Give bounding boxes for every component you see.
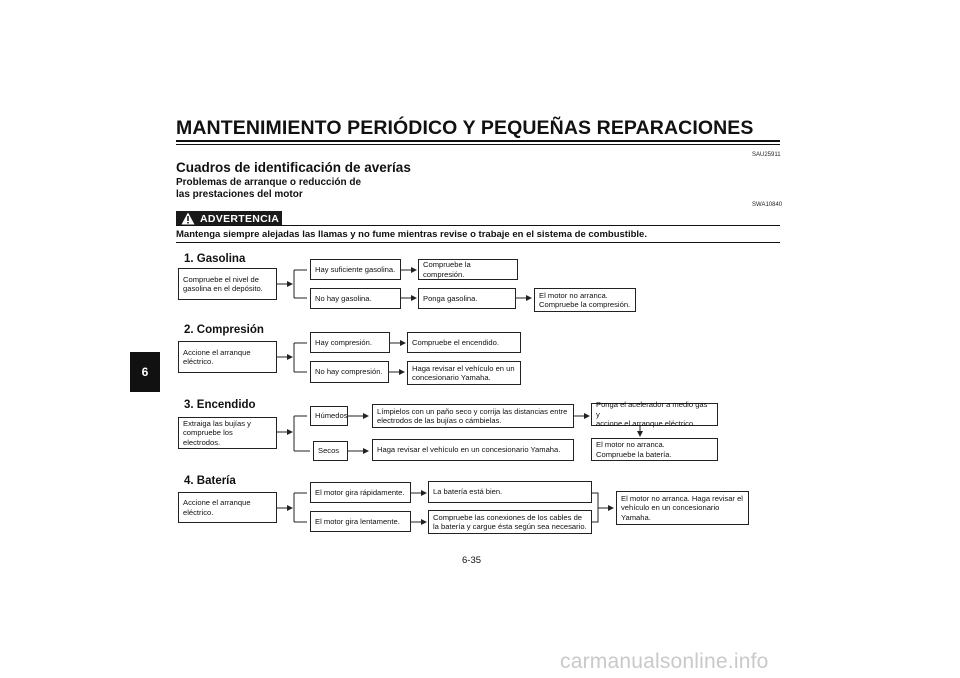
bateria-result-box (616, 491, 749, 525)
gasolina-result-line1: El motor no arranca. (539, 290, 608, 300)
bateria-fast-action-box (428, 481, 592, 503)
gasolina-no-action-text: Ponga gasolina. (423, 293, 478, 303)
compresion-check-line2: eléctrico. (183, 357, 214, 366)
compresion-yes-box (310, 332, 390, 353)
encendido-dry-action-box (372, 439, 574, 461)
heading-bateria: 4. Batería (184, 475, 236, 487)
encendido-dry-text: Secos (318, 446, 340, 456)
compresion-no-action-box (407, 361, 521, 385)
encendido-check-box (178, 417, 277, 449)
encendido-check-line2: compruebe los electrodos. (183, 428, 233, 447)
compresion-check-box (178, 341, 277, 373)
bateria-slow-action-line2: la batería y cargue ésta según sea necesario. (433, 522, 587, 531)
gasolina-result-box (534, 288, 636, 312)
compresion-yes-action-text: Compruebe el encendido. (412, 337, 499, 347)
encendido-dry-box (313, 441, 348, 461)
bateria-slow-box (310, 511, 411, 532)
bateria-slow-action-box (428, 510, 592, 534)
encendido-wet-result-box (591, 400, 718, 429)
encendido-wet-result-line2: accione el arranque eléctrico. (596, 419, 696, 429)
encendido-wet-action-line2: electrodos de las bujías o cámbielas. (377, 416, 502, 425)
section-code: SAU25911 (752, 152, 781, 158)
bateria-fast-box (310, 482, 411, 503)
gasolina-yes-action-text: Compruebe la compresión. (423, 260, 471, 279)
gasolina-yes-box (310, 259, 401, 280)
compresion-no-action-line2: concesionario Yamaha. (412, 373, 491, 382)
compresion-yes-action-box (407, 332, 521, 353)
encendido-dry-action-text: Haga revisar el vehículo en un concesionario Yamaha. (377, 445, 561, 455)
encendido-wet-final-box (591, 438, 718, 461)
subtitle-line1: Problemas de arranque o reducción de (176, 177, 362, 188)
gasolina-no-box (310, 288, 401, 309)
bateria-slow-text: El motor gira lentamente. (315, 516, 400, 526)
warning-label: ADVERTENCIA (200, 212, 280, 225)
warning-text: Mantenga siempre alejadas las llamas y no fume mientras revise o trabaje en el sistema de combustible. (176, 229, 647, 240)
gasolina-yes-action-box (418, 259, 518, 280)
watermark-text: carmanualsonline.info (560, 650, 769, 673)
chapter-tab: 6 (130, 352, 160, 392)
gasolina-no-text: No hay gasolina. (315, 293, 372, 303)
encendido-check-line1: Extraiga las bujías y (183, 418, 251, 428)
heading-compresion: 2. Compresión (184, 324, 264, 336)
encendido-wet-action-box (372, 404, 574, 428)
heading-encendido: 3. Encendido (184, 399, 256, 411)
gasolina-check-box (178, 268, 277, 300)
gasolina-no-action-box (418, 288, 516, 309)
encendido-wet-result-line1: Ponga el acelerador a medio gas y (596, 400, 708, 419)
heading-gasolina: 1. Gasolina (184, 253, 246, 265)
encendido-wet-action-line1: Límpielos con un paño seco y corrija las distancias entre (377, 406, 568, 416)
encendido-wet-final-line1: El motor no arranca. (596, 440, 665, 449)
bateria-check-line2: eléctrico. (183, 507, 214, 517)
page-number: 6-35 (462, 555, 482, 566)
compresion-no-text: No hay compresión. (315, 367, 383, 377)
compresion-check-line1: Accione el arranque (183, 347, 251, 357)
bateria-result-line1: El motor no arranca. Haga revisar el (621, 493, 743, 503)
warning-code: SWA10840 (752, 202, 783, 208)
subtitle-line2: las prestaciones del motor (176, 189, 303, 200)
gasolina-check-line1: Compruebe el nivel de (183, 274, 259, 284)
compresion-yes-text: Hay compresión. (315, 337, 372, 347)
bateria-fast-action-text: La batería está bien. (433, 487, 503, 497)
bateria-fast-text: El motor gira rápidamente. (315, 487, 405, 497)
gasolina-check-line2: gasolina en el depósito. (183, 284, 263, 293)
gasolina-result-line2: Compruebe la compresión. (539, 300, 631, 309)
encendido-wet-text: Húmedos (315, 411, 348, 421)
section-title: Cuadros de identificación de averías (176, 160, 411, 175)
bateria-check-box (178, 492, 277, 523)
compresion-no-box (310, 361, 389, 383)
bateria-result-line2: vehículo en un concesionario (621, 503, 720, 513)
encendido-wet-final-line2: Compruebe la batería. (596, 449, 672, 459)
bateria-slow-action-line1: Compruebe las conexiones de los cables de (433, 512, 583, 522)
bateria-check-line1: Accione el arranque (183, 498, 251, 507)
gasolina-yes-text: Hay suficiente gasolina. (315, 264, 396, 274)
page-title: MANTENIMIENTO PERIÓDICO Y PEQUEÑAS REPARACIONES (176, 117, 754, 139)
encendido-wet-box (310, 406, 348, 426)
bateria-result-line3: Yamaha. (621, 512, 651, 522)
compresion-no-action-line1: Haga revisar el vehículo en un (412, 363, 515, 373)
